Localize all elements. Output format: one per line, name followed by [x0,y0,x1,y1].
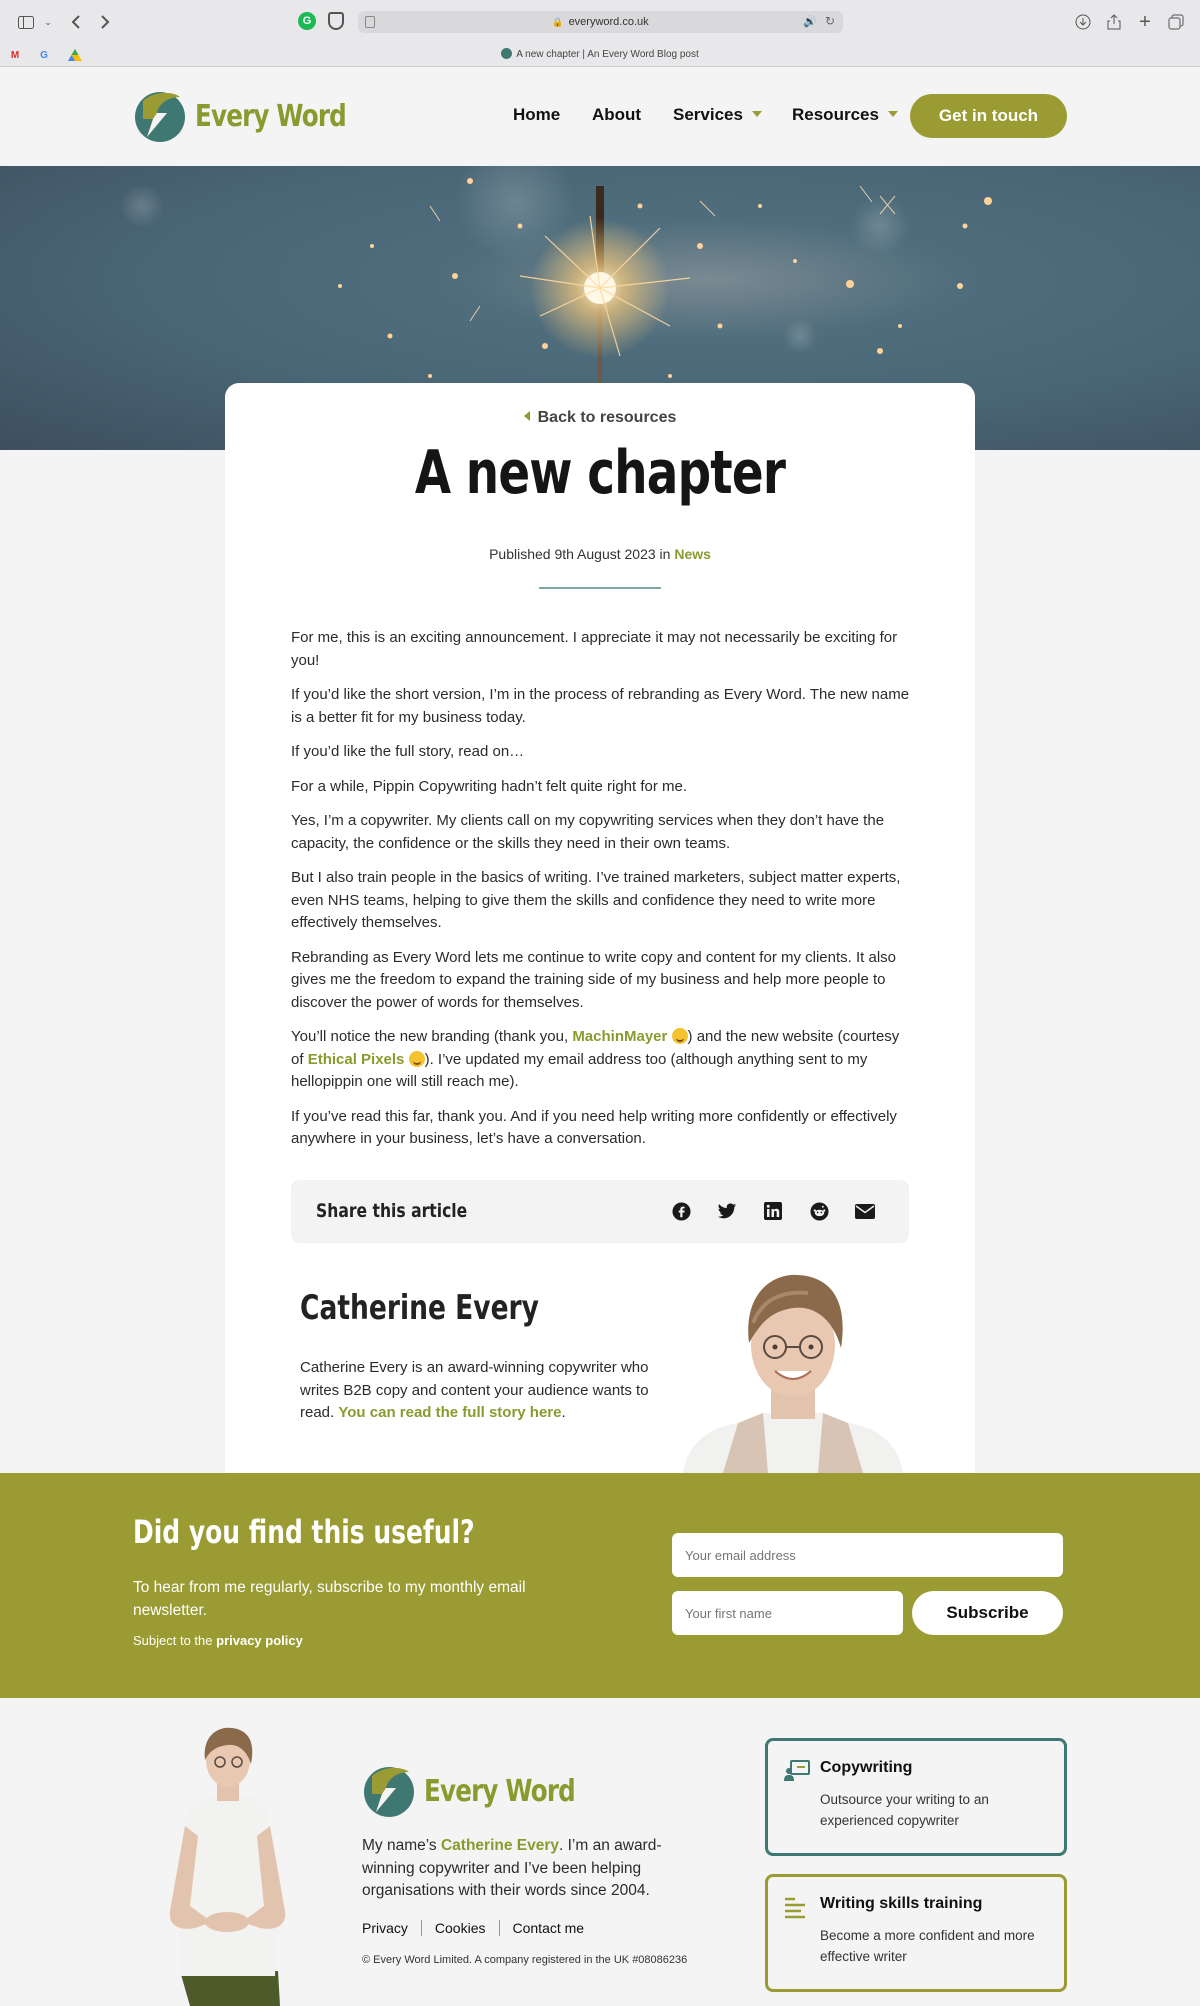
download-icon[interactable] [1071,10,1095,34]
meta-published: Published 9th August 2023 in [489,546,671,562]
back-arrow-icon[interactable] [64,10,88,34]
footer-links [362,1920,597,1936]
nav-home[interactable]: Home [513,105,561,124]
service-card-training[interactable] [765,1874,1067,1992]
facebook-icon[interactable] [671,1201,691,1221]
category-link[interactable]: News [674,546,711,562]
email-icon[interactable] [855,1201,875,1221]
share-bar [291,1180,909,1243]
active-tab[interactable] [0,48,1200,60]
text-lines-icon [783,1895,811,1919]
full-story-link[interactable]: You can read the full story here [338,1404,562,1421]
reddit-icon[interactable] [809,1201,829,1221]
linkedin-icon[interactable] [763,1201,783,1221]
lock-icon: 🔒 [552,16,564,27]
nav-resources-label: Resources [792,105,879,124]
paragraph [291,1026,911,1094]
article-title: A new chapter [414,438,786,508]
paragraph: For me, this is an exciting announcement. I appreciate it may not necessarily be exciting for you! [291,629,898,669]
article-meta [225,546,975,562]
ethical-pixels-link[interactable]: Ethical Pixels [307,1050,405,1068]
paragraph: If you’d like the full story, read on… [291,743,525,760]
cookies-link[interactable]: Cookies [421,1920,499,1936]
audio-icon[interactable]: 🔊 [803,16,817,28]
smile-emoji-icon [672,1028,688,1044]
new-tab-icon[interactable]: + [1139,10,1151,33]
share-icon[interactable] [1102,10,1126,34]
forward-arrow-icon[interactable] [93,10,117,34]
logo-mark-icon [133,89,187,143]
site-favicon-icon [501,48,512,59]
service-desc: Become a more confident and more effective writer [820,1928,1035,1964]
paragraph: But I also train people in the basics of writing. I’ve trained marketers, subject matter experts, even NHS teams, helping to give them the skills and confidence they need to write more effectively themselves. [291,869,901,931]
nav-services-label: Services [673,105,743,124]
google-icon[interactable]: G [40,49,48,61]
article-card [225,383,975,1473]
paragraph-text: ). I’ve updated my email address too (although anything sent to my hellopippin one will still reach me). [291,1050,868,1090]
article-body [291,627,911,1163]
logo-mark-icon [362,1764,416,1818]
caret-down-icon [888,111,898,117]
privacy-link[interactable]: Privacy [362,1920,408,1936]
footer-logo[interactable] [362,1764,608,1818]
author-bio: Catherine Every is an award-winning copywriter who writes B2B copy and content your audience wants to read. You can read the full story here. [300,1359,649,1421]
copyright: © Every Word Limited. A company registered in the UK #08086236 [362,1954,688,1966]
title-divider [539,587,661,589]
site-header [0,67,1200,166]
service-title: Copywriting [820,1759,913,1776]
back-to-resources-link[interactable] [225,409,975,427]
service-desc: Outsource your writing to an experienced copywriter [820,1792,989,1828]
get-in-touch-button[interactable]: Get in touch [910,94,1067,138]
newsletter-text: To hear from me regularly, subscribe to my monthly email newsletter. [133,1579,526,1619]
machinmayer-link[interactable]: MachinMayer [572,1028,668,1045]
newsletter-policy [133,1633,303,1648]
smile-emoji-icon [409,1051,425,1067]
gmail-icon[interactable]: M [10,49,20,61]
service-card-copywriting[interactable] [765,1738,1067,1856]
footer-logo-text: Every Word [424,1773,575,1809]
policy-prefix: Subject to the [133,1633,213,1648]
nav-about[interactable]: About [592,105,642,124]
caret-left-icon [524,411,530,421]
contact-me-link[interactable]: Contact me [499,1920,598,1936]
nav-services[interactable] [673,105,762,125]
author-name: Catherine Every [300,1288,539,1328]
paragraph: Rebranding as Every Word lets me continue to write copy and content for my clients. It also gives me the freedom to expand the training side of my business and help more people to discover the power of words for themselves. [291,948,897,1011]
footer-author-photo [150,1726,300,2006]
share-title: Share this article [316,1200,468,1222]
presenter-icon [783,1759,811,1783]
author-photo [683,1263,903,1473]
newsletter-section [0,1473,1200,1698]
footer-intro [362,1835,672,1903]
privacy-policy-link[interactable]: privacy policy [216,1633,303,1648]
browser-toolbar [0,0,1200,44]
first-name-input[interactable] [672,1591,903,1635]
site-logo[interactable] [133,89,379,143]
paragraph-text: You’ll notice the new branding (thank you, [291,1028,573,1045]
twitter-icon[interactable] [717,1201,737,1221]
about-catherine-link[interactable]: Catherine Every [440,1837,559,1854]
paragraph: If you’ve read this far, thank you. And if you need help writing more confidently or effectively anywhere in your business, let’s have a conversation. [291,1107,897,1147]
caret-down-icon [752,111,762,117]
reload-icon[interactable]: ↻ [824,14,835,28]
tab-title-text: A new chapter | An Every Word Blog post [516,49,699,60]
shield-icon[interactable] [328,12,344,30]
tab-overview-icon[interactable] [1164,10,1188,34]
grammarly-icon[interactable]: G [298,12,316,30]
footer-intro-text: My name’s [362,1837,441,1854]
nav-resources[interactable] [792,105,898,125]
url-text: everyword.co.uk [568,16,649,28]
tab-bar [0,44,1200,67]
paragraph: For a while, Pippin Copywriting hadn’t felt quite right for me. [291,777,688,795]
browser-chrome [0,0,1200,67]
site-footer [0,1698,1200,2006]
paragraph-text: ) and the new website (courtesy of [291,1028,900,1068]
footer-intro-text: . I’m an award-winning copywriter and I’ve been helping organisations with their words since 2004. [362,1837,662,1899]
author-bio-text: Catherine Every is an award-winning copywriter who writes B2B copy and content your audience wants to read. [300,1359,649,1421]
logo-text: Every Word [195,98,346,134]
paragraph: If you’d like the short version, I’m in the process of rebranding as Every Word. The new name is a better fit for my business today. [291,686,910,726]
email-input[interactable] [672,1533,1063,1577]
chevron-down-icon[interactable]: ⌄ [44,16,52,27]
back-link-label: Back to resources [537,409,677,426]
address-bar[interactable] [358,11,843,33]
page-icon [365,16,375,28]
sidebar-toggle-icon[interactable] [14,10,38,34]
paragraph: Yes, I’m a copywriter. My clients call on my copywriting services when they don’t have the capacity, the confidence or the skills they need in their own teams. [291,812,885,852]
service-title: Writing skills training [820,1895,983,1912]
subscribe-button[interactable]: Subscribe [912,1591,1063,1635]
newsletter-title: Did you find this useful? [133,1513,475,1551]
